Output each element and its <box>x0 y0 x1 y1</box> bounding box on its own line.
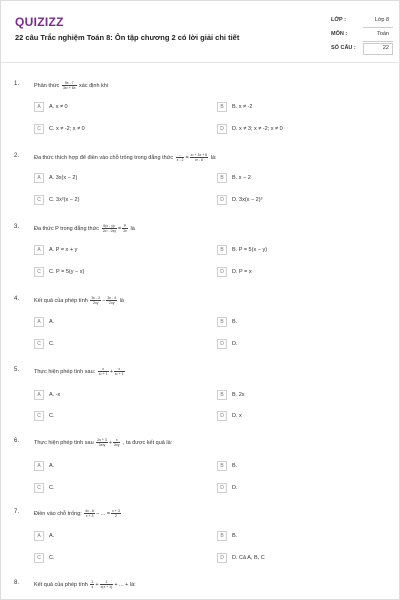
option-c[interactable] <box>34 194 204 207</box>
fraction-numerator: 2x + 3 <box>97 438 107 442</box>
option-c-text: C. <box>49 555 55 561</box>
option-a-text: A. <box>49 533 55 539</box>
option-c[interactable] <box>34 482 204 495</box>
option-c-checkbox[interactable]: C <box>34 124 44 134</box>
option-a[interactable] <box>34 244 204 257</box>
fraction <box>62 81 77 90</box>
option-d-text: D. Cả A, B, C <box>232 555 265 561</box>
question-prompt: Thực hiện phép tính sau: <box>34 368 96 375</box>
option-c-checkbox[interactable]: C <box>34 553 44 563</box>
fraction <box>98 367 109 376</box>
option-b-checkbox[interactable]: B <box>217 390 227 400</box>
fraction-numerator: 1 <box>91 580 94 584</box>
fraction-denominator: 3x² + 6x <box>62 86 76 90</box>
question-number: 6. <box>14 438 20 444</box>
option-b[interactable] <box>217 172 387 185</box>
option-a[interactable] <box>34 460 204 473</box>
question-tail: , ta được kết quả là: <box>123 439 173 446</box>
option-a-checkbox[interactable]: A <box>34 461 44 471</box>
question-prompt: Phân thức <box>34 82 60 89</box>
question-text <box>34 81 108 90</box>
fraction-numerator: x <box>113 438 120 443</box>
question-text: Đa thức P trong đẳng thức $\frac{\text{5(x - y)²}}{\text{2x² - 2xy}}$ = $\frac{P}{2x}$ là <box>34 224 135 233</box>
fraction-numerator: x² + 3x + 6 <box>190 153 208 157</box>
option-c[interactable] <box>34 266 204 279</box>
option-a-checkbox[interactable]: A <box>34 317 44 327</box>
option-b[interactable] <box>217 460 387 473</box>
option-c-text: C. 3x²(x − 2) <box>49 197 80 203</box>
fraction-denominator: x³ - 8 <box>194 158 203 162</box>
option-b[interactable] <box>217 101 387 114</box>
option-a-checkbox[interactable]: A <box>34 531 44 541</box>
fraction-denominator: 2 <box>114 514 117 518</box>
question-number: 1. <box>14 81 20 87</box>
fraction <box>122 224 128 233</box>
question-prompt: Thực hiện phép tính sau <box>34 439 94 446</box>
option-a-text: A. x ≠ 0 <box>49 104 68 110</box>
fraction-denominator: x + 3 <box>85 514 94 518</box>
quizizz-logo: QUIZIZZ <box>15 15 64 29</box>
question-number: 2. <box>14 153 20 159</box>
meta-count-label: SỐ CÂU : <box>331 45 356 51</box>
question-tail: là <box>119 297 124 304</box>
fraction-denominator: x² + 1 <box>98 372 108 376</box>
question-prompt: Kết quả của phép tính <box>34 297 88 304</box>
option-a-checkbox[interactable]: A <box>34 173 44 183</box>
meta-subject-label: MÔN : <box>331 31 348 37</box>
question-number: 7. <box>14 509 20 515</box>
fraction <box>96 438 108 447</box>
fraction-denominator: 2x² - 2xy <box>102 229 117 233</box>
option-a-checkbox[interactable]: A <box>34 245 44 255</box>
option-b-checkbox[interactable]: B <box>217 173 227 183</box>
option-b-checkbox[interactable]: B <box>217 317 227 327</box>
option-c-text: C. P = 5(y − x) <box>49 269 85 275</box>
option-a-text: A. 3x(x − 2) <box>49 175 78 181</box>
question-prompt: Kết quả của phép tính <box>34 581 88 588</box>
option-d[interactable] <box>217 266 387 279</box>
option-c-checkbox[interactable]: C <box>34 267 44 277</box>
option-a-text: A. P = x + y <box>49 247 78 253</box>
fraction <box>114 367 125 376</box>
meta-count-value: 22 <box>382 45 389 51</box>
question-prompt: Đa thức P trong đẳng thức <box>34 225 100 232</box>
fraction-denominator: x - 2 <box>176 158 184 162</box>
page-title: 22 câu Trắc nghiệm Toán 8: Ôn tập chương 2 có lời giải chi tiết <box>15 33 240 42</box>
fraction-denominator: x(x + 1) <box>100 585 113 589</box>
option-b-checkbox[interactable]: B <box>217 102 227 112</box>
meta-subject-value: Toán <box>377 31 389 37</box>
question-number: 4. <box>14 296 20 302</box>
option-d-checkbox[interactable]: D <box>217 411 227 421</box>
option-b-text: B. <box>232 533 238 539</box>
option-d[interactable] <box>217 410 387 423</box>
option-d-checkbox[interactable]: D <box>217 483 227 493</box>
option-b-checkbox[interactable]: B <box>217 531 227 541</box>
option-b-text: B. <box>232 319 238 325</box>
meta-panel <box>331 15 393 57</box>
fraction-denominator: 2x <box>123 229 127 233</box>
option-b-text: B. x − 2 <box>232 175 251 181</box>
option-a-text: A. -x <box>49 392 61 398</box>
option-d[interactable] <box>217 338 387 351</box>
question-text: Kết quả của phép tính $\frac{3x - 2}{2xy}$ − $\frac{3x - 4}{2xy}$ là <box>34 296 124 305</box>
option-d-checkbox[interactable]: D <box>217 553 227 563</box>
fraction-numerator: 3x - 2 <box>91 296 101 300</box>
question-tail: là: <box>129 581 136 588</box>
option-d-text: D. x ≠ 3; x ≠ -2; x ≠ 0 <box>232 126 283 132</box>
question-prompt: Đa thức thích hợp để điền vào chỗ trống trong đẳng thức <box>34 154 174 161</box>
fraction <box>84 509 95 518</box>
fraction-numerator: 1 <box>100 580 114 585</box>
fraction <box>90 296 101 305</box>
fraction-numerator: 5x - 7 <box>62 81 77 86</box>
option-c[interactable] <box>34 552 204 565</box>
question-text: Kết quả của phép tính $\frac{1}{x}$ + $\frac{1}{x(x + 1)}$ + ... + là: <box>34 580 136 589</box>
option-d-checkbox[interactable]: D <box>217 124 227 134</box>
option-d-text: D. <box>232 341 238 347</box>
option-d[interactable] <box>217 194 387 207</box>
fraction <box>106 296 117 305</box>
option-d-checkbox[interactable]: D <box>217 267 227 277</box>
question-text: Thực hiện phép tính sau: $\frac{x}{\text{x² + 1}}$ + $\frac{x}{\text{x² + 1}}$ <box>34 367 124 376</box>
meta-subject <box>331 29 393 43</box>
option-d-text: D. 3x(x − 2)² <box>232 197 263 203</box>
worksheet-header <box>1 1 400 63</box>
fraction <box>111 509 121 518</box>
option-c-text: C. <box>49 485 55 491</box>
fraction-numerator: x + 3 <box>112 509 120 513</box>
option-b-checkbox[interactable]: B <box>217 461 227 471</box>
fraction <box>102 224 117 233</box>
option-a-checkbox[interactable]: A <box>34 102 44 112</box>
option-d-checkbox[interactable]: D <box>217 195 227 205</box>
fraction-numerator: ... <box>176 153 185 158</box>
option-a[interactable] <box>34 316 204 329</box>
option-d-text: D. x <box>232 413 242 419</box>
option-c-checkbox[interactable]: C <box>34 195 44 205</box>
meta-class <box>331 15 393 29</box>
option-a[interactable] <box>34 172 204 185</box>
option-c-text: C. x ≠ -2; x ≠ 0 <box>49 126 85 132</box>
question-tail: xác định khi <box>79 82 109 89</box>
question-text: Điền vào chỗ trống: $\frac{4x - 6}{x + 3}$ − ... = $\frac{x + 3}{2}$ <box>34 509 120 518</box>
fraction-numerator: 4x - 6 <box>85 509 94 513</box>
fraction-denominator: 2xy <box>93 301 99 305</box>
option-c-text: C. <box>49 413 55 419</box>
option-d-text: D. <box>232 485 238 491</box>
option-a-text: A. <box>49 319 55 325</box>
fraction-numerator: x <box>114 367 125 372</box>
option-c-text: C. <box>49 341 55 347</box>
option-a-text: A. <box>49 463 55 469</box>
question-number: 5. <box>14 367 20 373</box>
option-c-checkbox[interactable]: C <box>34 411 44 421</box>
option-b[interactable] <box>217 530 387 543</box>
fraction-numerator: 5(x - y)² <box>103 224 116 228</box>
option-c-checkbox[interactable]: C <box>34 339 44 349</box>
meta-count <box>331 43 393 57</box>
option-c[interactable] <box>34 410 204 423</box>
option-b-text: B. P = 5(x − y) <box>232 247 268 253</box>
option-c[interactable] <box>34 123 204 136</box>
meta-class-value: Lớp 8 <box>374 17 389 23</box>
fraction-numerator: 3x - 4 <box>107 296 117 300</box>
option-b[interactable] <box>217 389 387 402</box>
question-tail: là <box>130 225 135 232</box>
option-d-checkbox[interactable]: D <box>217 339 227 349</box>
fraction-numerator: P <box>123 224 127 228</box>
option-a-checkbox[interactable]: A <box>34 390 44 400</box>
fraction-denominator: x² + 1 <box>114 372 124 376</box>
option-b-text: B. 2x <box>232 392 245 398</box>
option-a[interactable] <box>34 389 204 402</box>
question-text: Đa thức thích hợp để điền vào chỗ trống trong đẳng thức $\frac{...}{x - 2}$ = $\frac{\text{x² + 3x + 6}}{\text{x³ - 8}}$ là: <box>34 153 217 162</box>
meta-class-label: LỚP : <box>331 17 346 23</box>
question-tail: là: <box>210 154 217 161</box>
option-b[interactable] <box>217 244 387 257</box>
option-c-checkbox[interactable]: C <box>34 483 44 493</box>
fraction <box>100 580 114 589</box>
option-b-checkbox[interactable]: B <box>217 245 227 255</box>
option-a[interactable] <box>34 530 204 543</box>
option-c[interactable] <box>34 338 204 351</box>
fraction-numerator: x <box>98 367 109 372</box>
option-d-text: D. P = x <box>232 269 252 275</box>
option-b-text: B. <box>232 463 238 469</box>
fraction-denominator: 3x²y <box>98 443 106 447</box>
option-d[interactable] <box>217 552 387 565</box>
fraction-denominator: 3xy <box>114 443 120 447</box>
fraction <box>90 580 94 589</box>
question-text: Thực hiện phép tính sau $\frac{2x + 3}{\text{3x²y}}$ + $\frac{x}{3xy}$ , ta được kết quả là: <box>34 438 173 447</box>
question-prompt: Điền vào chỗ trống: <box>34 510 82 517</box>
option-b-text: B. x ≠ -2 <box>232 104 253 110</box>
question-number: 8. <box>14 580 20 586</box>
fraction <box>190 153 209 162</box>
fraction <box>176 153 185 162</box>
option-d[interactable] <box>217 123 387 136</box>
option-d[interactable] <box>217 482 387 495</box>
option-b[interactable] <box>217 316 387 329</box>
fraction-denominator: x <box>91 585 94 589</box>
option-a[interactable] <box>34 101 204 114</box>
question-number: 3. <box>14 224 20 230</box>
fraction-denominator: 2xy <box>109 301 115 305</box>
fraction <box>113 438 120 447</box>
